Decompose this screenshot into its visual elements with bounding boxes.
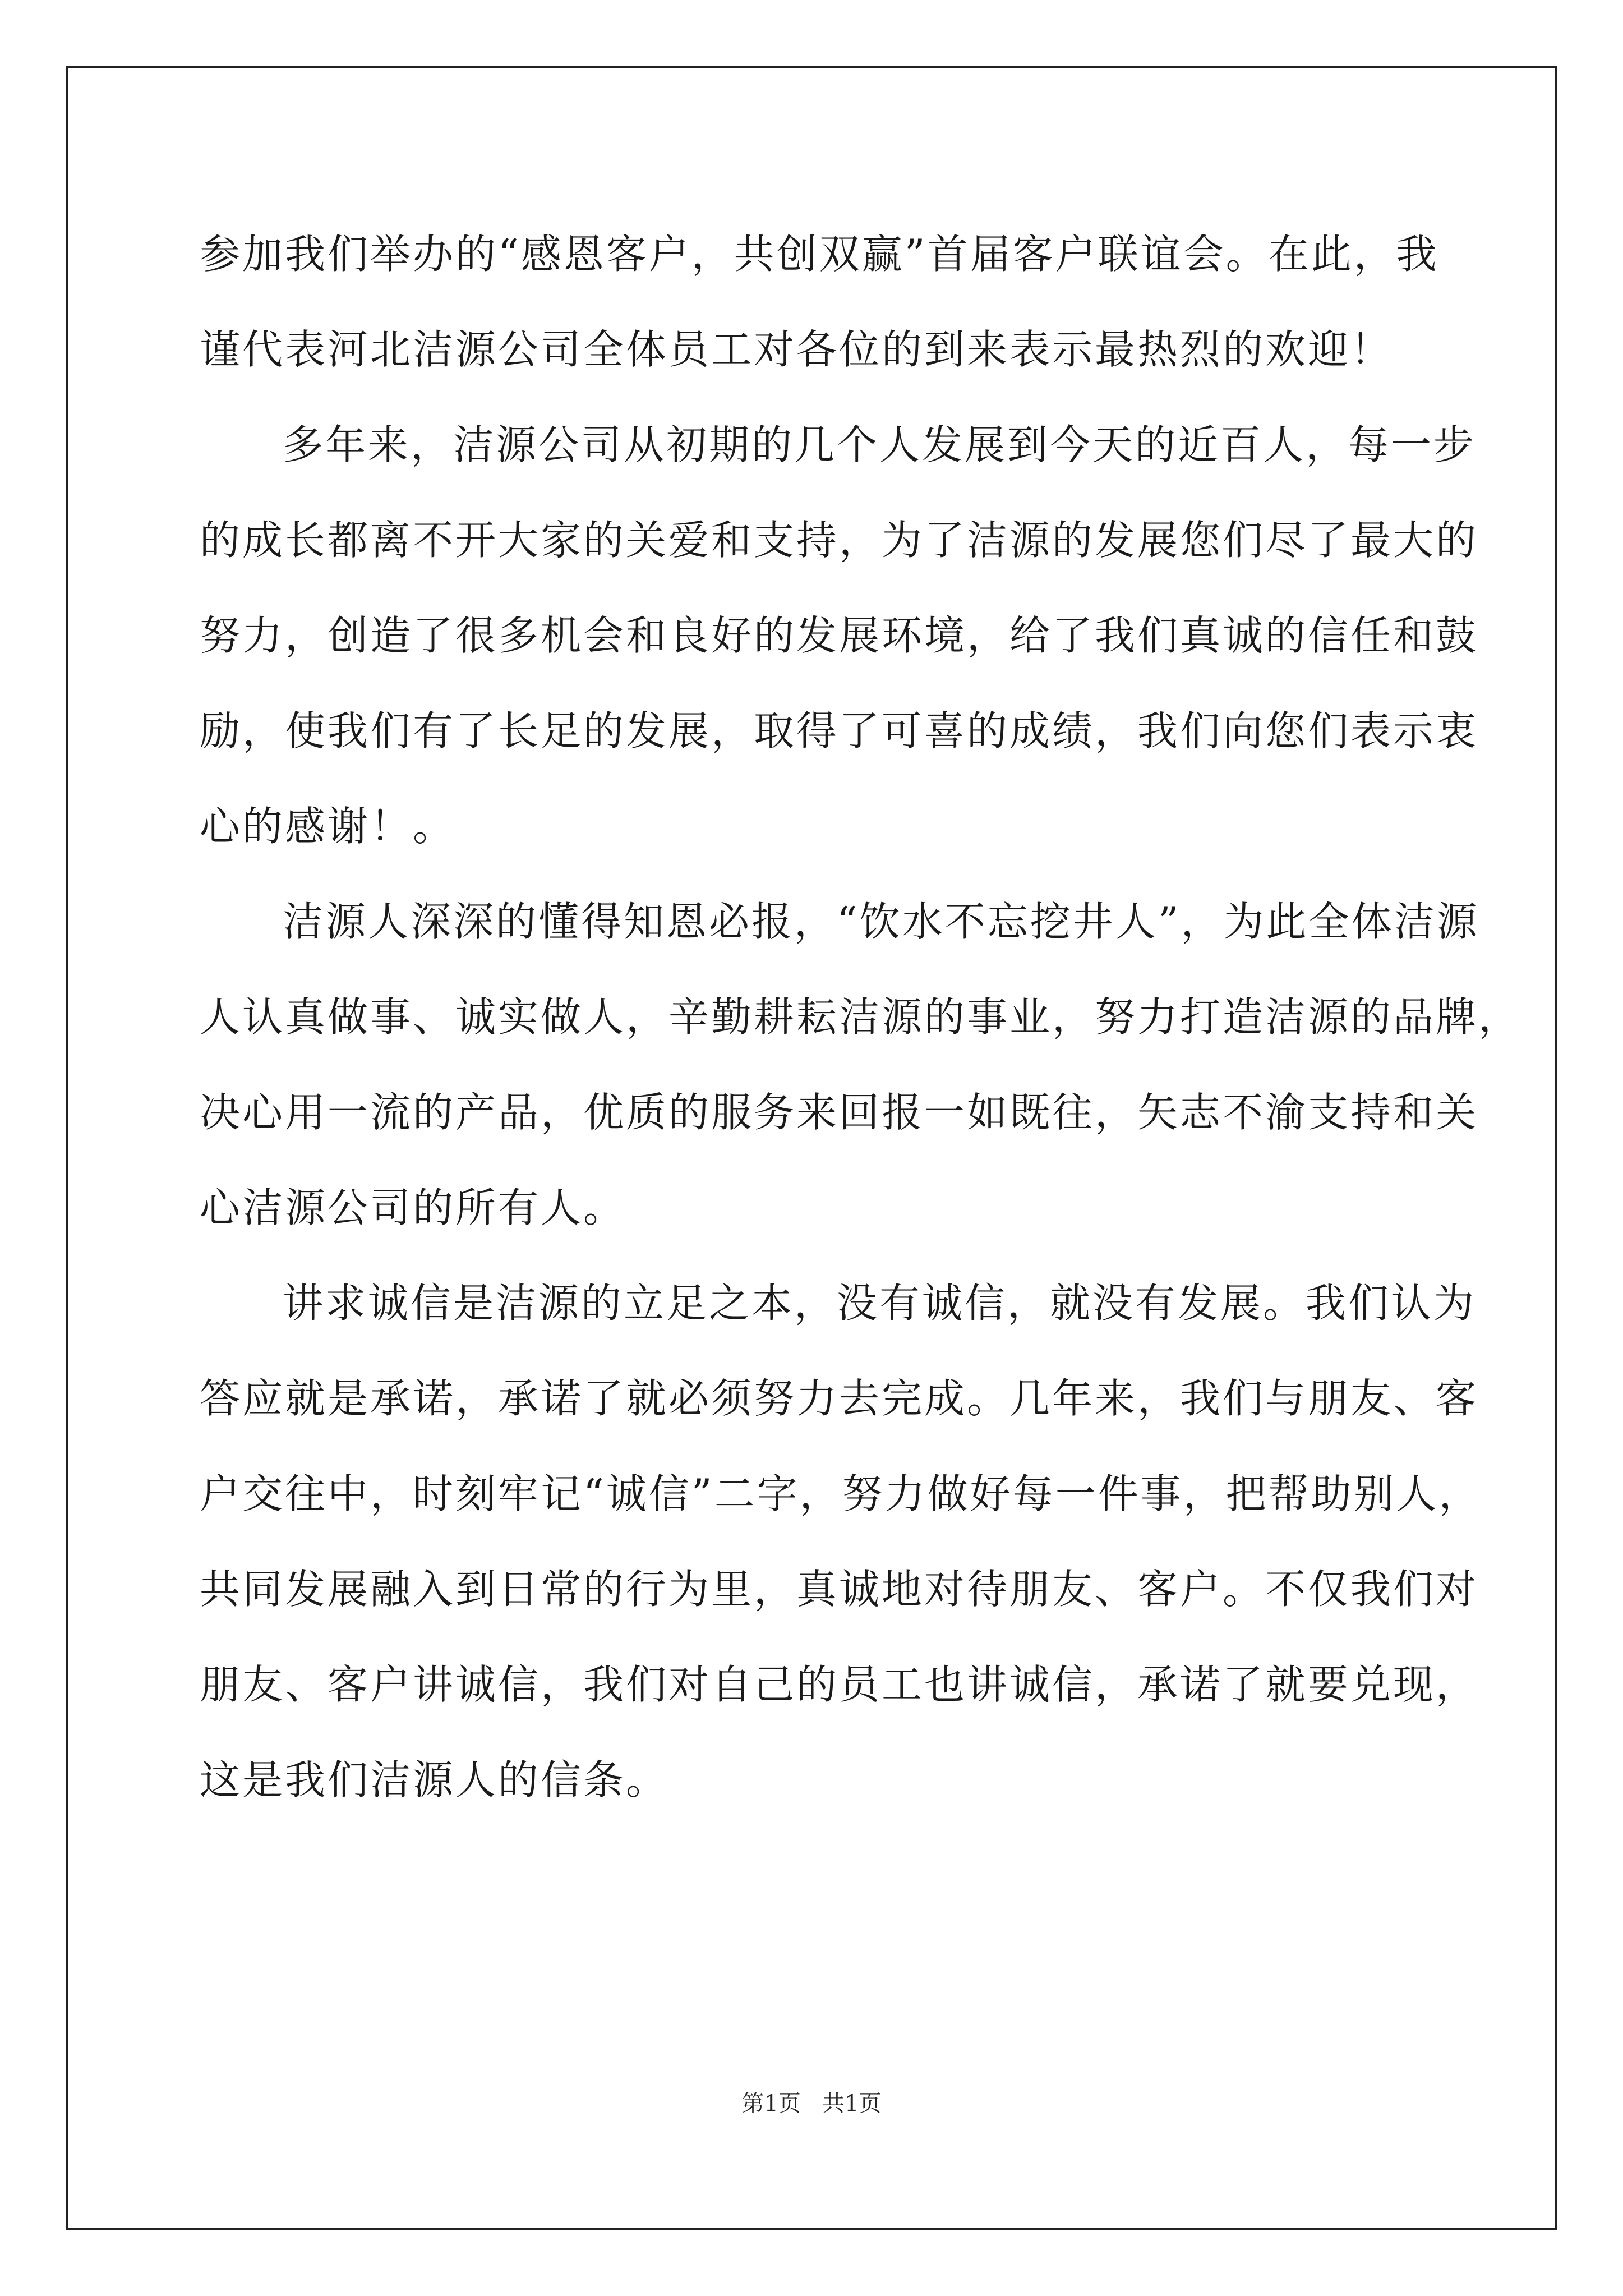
text-line: 心洁源公司的所有人。 bbox=[200, 1184, 626, 1231]
text-line: 参加我们举办的“感恩客户，共创双赢”首届客户联谊会。在此，我 bbox=[200, 231, 1439, 278]
text-line: 的成长都离不开大家的关爱和支持，为了洁源的发展您们尽了最大的 bbox=[200, 517, 1479, 564]
paragraph-start-line: 讲求诚信是洁源的立足之本，没有诚信，就没有发展。我们认为 bbox=[283, 1280, 1477, 1327]
text-line: 共同发展融入到日常的行为里，真诚地对待朋友、客户。不仅我们对 bbox=[200, 1566, 1479, 1613]
paragraph-start-line: 多年来，洁源公司从初期的几个人发展到今天的近百人，每一步 bbox=[283, 421, 1477, 468]
document-body bbox=[200, 206, 1521, 1828]
text-line: 户交往中，时刻牢记“诚信”二字，努力做好每一件事，把帮助别人， bbox=[200, 1470, 1482, 1517]
page-footer bbox=[0, 2086, 1623, 2118]
text-line: 人认真做事、诚实做人，辛勤耕耘洁源的事业，努力打造洁源的品牌， bbox=[200, 993, 1521, 1041]
text-line: 谨代表河北洁源公司全体员工对各位的到来表示最热烈的欢迎！ bbox=[200, 326, 1394, 373]
text-line: 答应就是承诺，承诺了就必须努力去完成。几年来，我们与朋友、客 bbox=[200, 1375, 1479, 1422]
text-line: 这是我们洁源人的信条。 bbox=[200, 1756, 669, 1803]
text-line: 励，使我们有了长足的发展，取得了可喜的成绩，我们向您们表示衷 bbox=[200, 707, 1479, 754]
text-line: 朋友、客户讲诚信，我们对自己的员工也讲诚信，承诺了就要兑现， bbox=[200, 1661, 1479, 1708]
page-number: 第1页 共1页 bbox=[741, 2091, 882, 2116]
text-line: 心的感谢！。 bbox=[200, 803, 456, 850]
paragraph-start-line: 洁源人深深的懂得知恩必报，“饮水不忘挖井人”，为此全体洁源 bbox=[283, 898, 1479, 945]
text-line: 努力，创造了很多机会和良好的发展环境，给了我们真诚的信任和鼓 bbox=[200, 612, 1479, 659]
text-line: 决心用一流的产品，优质的服务来回报一如既往，矢志不渝支持和关 bbox=[200, 1089, 1479, 1136]
